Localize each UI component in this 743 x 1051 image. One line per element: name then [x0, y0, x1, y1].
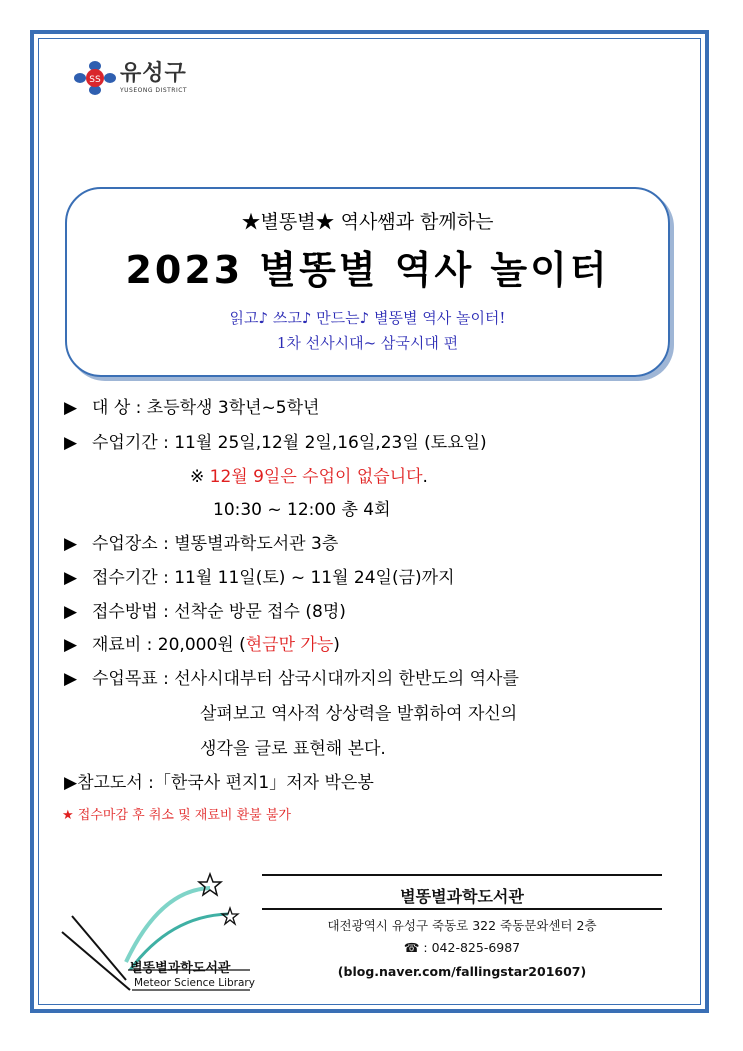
bullet-icon: ▶	[64, 602, 78, 622]
fee-end: )	[333, 635, 340, 655]
logo-subtitle: YUSEONG DISTRICT	[120, 86, 188, 94]
page-frame-inner	[38, 38, 701, 1005]
refund-notice: ★ 접수마감 후 취소 및 재료비 환불 불가	[62, 808, 291, 823]
period-text: 수업기간 : 11월 25일,12월 2일,16일,23일 (토요일)	[92, 433, 487, 453]
bullet-icon: ▶	[64, 635, 78, 655]
bullet-icon: ▶	[64, 433, 78, 453]
info-goal-2	[200, 699, 517, 724]
bullet-icon: ▶	[64, 534, 78, 554]
info-reg-method	[64, 597, 346, 622]
library-logo-en: Meteor Science Library	[134, 977, 255, 989]
footer-divider-top	[262, 874, 662, 876]
place-text: 수업장소 : 별똥별과학도서관 3층	[92, 534, 339, 554]
goal-text-3: 생각을 글로 표현해 본다.	[200, 739, 386, 759]
bullet-icon: ▶	[64, 398, 78, 418]
fee-note: 현금만 가능	[245, 635, 334, 655]
fee-text: 재료비 : 20,000원 (	[92, 635, 246, 655]
logo-name: 유성구	[120, 60, 187, 86]
yuseong-emblem-icon	[74, 60, 116, 96]
info-target	[64, 393, 319, 418]
subtitle-2: 1차 선사시대~ 삼국시대 편	[276, 334, 459, 352]
info-goal	[64, 664, 519, 689]
bullet-icon: ▶	[64, 669, 78, 689]
title-box	[65, 187, 670, 377]
reference-text: ▶참고도서 :「한국사 편지1」저자 박은봉	[64, 773, 374, 793]
pre-title: ★별똥별★ 역사쌤과 함께하는	[241, 211, 494, 233]
subtitle-1: 읽고♪ 쓰고♪ 만드는♪ 별똥별 역사 놀이터!	[229, 309, 506, 327]
info-period-note	[190, 462, 428, 487]
goal-text-2: 살펴보고 역사적 상상력을 발휘하여 자신의	[200, 704, 518, 724]
reg-period-text: 접수기간 : 11월 11일(토) ~ 11월 24일(금)까지	[92, 568, 455, 588]
library-logo-ko: 별똥별과학도서관	[130, 961, 231, 976]
main-title: 2023 별똥별 역사 놀이터	[125, 248, 610, 292]
svg-text:SS: SS	[89, 75, 101, 85]
period-note-text: 12월 9일은 수업이 없습니다	[209, 467, 423, 487]
info-reg-period	[64, 563, 455, 588]
target-text: 대 상 : 초등학생 3학년~5학년	[92, 398, 320, 418]
note-mark: ※	[190, 467, 205, 487]
footer-divider-bottom	[262, 908, 662, 910]
library-name: 별똥별과학도서관	[400, 887, 524, 906]
info-goal-3	[200, 734, 386, 759]
info-place	[64, 529, 338, 554]
info-fee	[64, 630, 340, 655]
reg-method-text: 접수방법 : 선착순 방문 접수 (8명)	[92, 602, 346, 622]
yuseong-logo	[74, 60, 187, 96]
info-period	[64, 428, 487, 453]
library-blog-link[interactable]: (blog.naver.com/fallingstar201607)	[337, 964, 587, 979]
period-note-end: .	[422, 467, 428, 487]
library-phone: ☎ : 042-825-6987	[403, 940, 521, 955]
library-address: 대전광역시 유성구 죽동로 322 죽동문와센터 2층	[327, 918, 597, 933]
goal-text-1: 수업목표 : 선사시대부터 삼국시대까지의 한반도의 역사를	[92, 669, 519, 689]
bullet-icon: ▶	[64, 568, 78, 588]
info-reference	[64, 768, 374, 793]
info-time	[213, 495, 391, 520]
time-text: 10:30 ~ 12:00 총 4회	[213, 500, 391, 520]
